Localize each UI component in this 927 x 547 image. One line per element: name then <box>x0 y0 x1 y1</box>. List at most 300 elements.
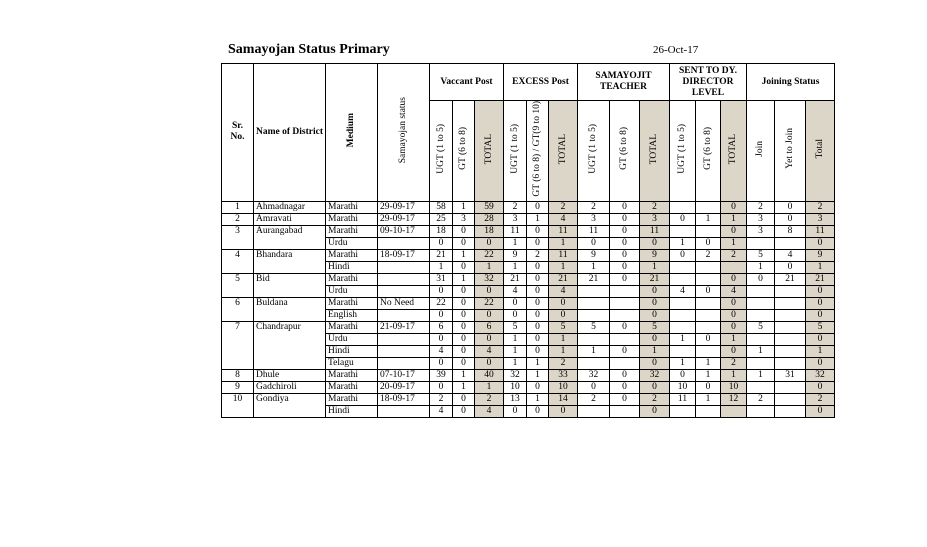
value-cell <box>696 345 721 357</box>
value-cell: 0 <box>610 321 640 333</box>
medium-cell: Marathi <box>326 381 378 393</box>
value-cell: 31 <box>775 369 806 381</box>
total-cell: 0 <box>721 273 747 285</box>
value-cell: 0 <box>610 381 640 393</box>
value-cell <box>747 333 775 345</box>
value-cell: 0 <box>453 357 475 369</box>
sr-no-cell: 9 <box>222 381 254 393</box>
value-cell <box>747 297 775 309</box>
value-cell: 0 <box>527 225 549 237</box>
value-cell: 0 <box>527 309 549 321</box>
status-cell <box>378 345 430 357</box>
total-cell: 0 <box>806 333 835 345</box>
value-cell: 1 <box>504 345 527 357</box>
total-cell: 2 <box>721 249 747 261</box>
value-cell <box>670 261 696 273</box>
medium-cell: Marathi <box>326 273 378 285</box>
district-name-cell: Amravati <box>254 213 326 225</box>
status-cell: 29-09-17 <box>378 201 430 213</box>
value-cell: 5 <box>747 249 775 261</box>
value-cell: 11 <box>578 225 610 237</box>
value-cell: 0 <box>610 273 640 285</box>
total-cell: 9 <box>806 249 835 261</box>
value-cell: 1 <box>747 369 775 381</box>
total-cell: 1 <box>549 261 578 273</box>
value-cell: 25 <box>430 213 453 225</box>
value-cell: 0 <box>453 333 475 345</box>
total-cell: 0 <box>806 357 835 369</box>
value-cell: 0 <box>610 261 640 273</box>
value-cell <box>775 381 806 393</box>
total-cell: 21 <box>640 273 670 285</box>
value-cell <box>696 405 721 417</box>
value-cell: 0 <box>670 213 696 225</box>
value-cell <box>775 297 806 309</box>
sr-no-cell: 10 <box>222 393 254 417</box>
total-cell: 0 <box>640 381 670 393</box>
medium-cell: Marathi <box>326 201 378 213</box>
table-row <box>222 201 835 213</box>
value-cell: 4 <box>775 249 806 261</box>
value-cell: 3 <box>453 213 475 225</box>
total-cell: 32 <box>475 273 504 285</box>
value-cell: 13 <box>504 393 527 405</box>
subheader-yet-to-join: Yet to Join <box>775 101 806 202</box>
district-name-cell: Aurangabad <box>254 225 326 249</box>
table-row <box>222 225 835 237</box>
value-cell: 1 <box>504 261 527 273</box>
value-cell: 2 <box>696 249 721 261</box>
samayojan-table <box>221 63 835 418</box>
total-cell: 2 <box>640 393 670 405</box>
report-title: Samayojan Status Primary <box>228 42 390 57</box>
value-cell: 0 <box>527 321 549 333</box>
district-name-cell: Gondiya <box>254 393 326 417</box>
status-cell <box>378 405 430 417</box>
status-cell: 09-10-17 <box>378 225 430 237</box>
value-cell: 0 <box>527 261 549 273</box>
value-cell <box>696 273 721 285</box>
total-cell: 0 <box>721 345 747 357</box>
medium-cell: English <box>326 309 378 321</box>
status-cell <box>378 285 430 297</box>
subheader-total: TOTAL <box>721 101 747 202</box>
value-cell: 0 <box>430 333 453 345</box>
value-cell <box>696 261 721 273</box>
value-cell: 1 <box>453 369 475 381</box>
sr-no-cell: 7 <box>222 321 254 369</box>
status-cell <box>378 261 430 273</box>
value-cell: 0 <box>527 333 549 345</box>
medium-cell: Marathi <box>326 297 378 309</box>
value-cell: 2 <box>747 201 775 213</box>
value-cell: 0 <box>527 405 549 417</box>
value-cell: 0 <box>610 213 640 225</box>
medium-cell: Marathi <box>326 249 378 261</box>
subheader-gt: GT (6 to 8) <box>453 101 475 202</box>
value-cell: 1 <box>670 357 696 369</box>
value-cell <box>578 285 610 297</box>
value-cell: 1 <box>696 369 721 381</box>
value-cell: 0 <box>527 297 549 309</box>
total-cell: 9 <box>640 249 670 261</box>
value-cell: 21 <box>775 273 806 285</box>
table-row <box>222 393 835 405</box>
total-cell: 0 <box>721 297 747 309</box>
value-cell: 11 <box>670 393 696 405</box>
value-cell: 1 <box>578 261 610 273</box>
total-cell: 11 <box>640 225 670 237</box>
value-cell <box>610 333 640 345</box>
value-cell: 2 <box>747 393 775 405</box>
value-cell: 4 <box>504 285 527 297</box>
value-cell: 1 <box>527 369 549 381</box>
value-cell: 1 <box>430 261 453 273</box>
table-row <box>222 369 835 381</box>
value-cell: 1 <box>504 333 527 345</box>
total-cell: 10 <box>721 381 747 393</box>
value-cell <box>610 405 640 417</box>
total-cell: 0 <box>640 297 670 309</box>
total-cell: 22 <box>475 249 504 261</box>
total-cell: 4 <box>475 405 504 417</box>
value-cell: 1 <box>527 213 549 225</box>
value-cell: 0 <box>430 237 453 249</box>
total-cell: 21 <box>549 273 578 285</box>
total-cell: 5 <box>549 321 578 333</box>
total-cell: 0 <box>640 237 670 249</box>
total-cell: 1 <box>806 261 835 273</box>
value-cell: 6 <box>430 321 453 333</box>
value-cell: 0 <box>453 225 475 237</box>
value-cell: 5 <box>747 321 775 333</box>
sr-no-cell: 1 <box>222 201 254 213</box>
total-cell: 10 <box>549 381 578 393</box>
value-cell: 32 <box>578 369 610 381</box>
total-cell: 0 <box>549 309 578 321</box>
table-row <box>222 213 835 225</box>
value-cell <box>747 405 775 417</box>
value-cell: 2 <box>504 201 527 213</box>
total-cell: 1 <box>721 333 747 345</box>
subheader-gt: GT (6 to 8) / GT(9 to 10) <box>527 101 549 202</box>
total-cell: 4 <box>549 213 578 225</box>
total-cell <box>721 405 747 417</box>
total-cell: 3 <box>640 213 670 225</box>
value-cell: 1 <box>696 393 721 405</box>
header-status: Samayojan status <box>378 64 430 202</box>
total-cell: 1 <box>640 345 670 357</box>
value-cell <box>775 405 806 417</box>
value-cell: 1 <box>747 261 775 273</box>
total-cell: 0 <box>806 297 835 309</box>
value-cell <box>696 309 721 321</box>
value-cell: 0 <box>430 285 453 297</box>
value-cell: 11 <box>504 225 527 237</box>
value-cell: 2 <box>527 249 549 261</box>
medium-cell: Marathi <box>326 213 378 225</box>
total-cell: 0 <box>806 309 835 321</box>
value-cell: 0 <box>578 237 610 249</box>
value-cell: 0 <box>696 333 721 345</box>
value-cell: 1 <box>504 357 527 369</box>
value-cell <box>670 405 696 417</box>
medium-cell: Urdu <box>326 237 378 249</box>
value-cell: 0 <box>610 225 640 237</box>
header-sent-to-director: SENT TO DY. DIRECTOR LEVEL <box>670 64 747 101</box>
total-cell: 0 <box>475 285 504 297</box>
status-cell: 20-09-17 <box>378 381 430 393</box>
value-cell: 0 <box>453 297 475 309</box>
total-cell: 11 <box>549 225 578 237</box>
value-cell: 1 <box>527 393 549 405</box>
total-cell: 0 <box>806 285 835 297</box>
value-cell: 0 <box>696 285 721 297</box>
total-cell: 40 <box>475 369 504 381</box>
sr-no-cell: 8 <box>222 369 254 381</box>
value-cell: 0 <box>610 237 640 249</box>
value-cell: 0 <box>527 237 549 249</box>
subheader-ugt: UGT (1 to 5) <box>430 101 453 202</box>
value-cell: 58 <box>430 201 453 213</box>
value-cell <box>610 285 640 297</box>
medium-cell: Marathi <box>326 369 378 381</box>
value-cell: 1 <box>670 237 696 249</box>
total-cell: 0 <box>806 237 835 249</box>
value-cell: 0 <box>775 261 806 273</box>
value-cell: 0 <box>578 381 610 393</box>
status-cell: 18-09-17 <box>378 393 430 405</box>
total-cell: 4 <box>549 285 578 297</box>
report-date: 26-Oct-17 <box>653 44 699 56</box>
value-cell: 1 <box>747 345 775 357</box>
total-cell: 5 <box>640 321 670 333</box>
total-cell: 2 <box>549 357 578 369</box>
total-cell: 2 <box>640 201 670 213</box>
value-cell <box>610 309 640 321</box>
medium-cell: Marathi <box>326 321 378 333</box>
value-cell: 3 <box>747 213 775 225</box>
sr-no-cell: 4 <box>222 249 254 273</box>
medium-cell: Hindi <box>326 405 378 417</box>
value-cell: 0 <box>610 369 640 381</box>
value-cell <box>747 381 775 393</box>
value-cell: 0 <box>696 381 721 393</box>
value-cell: 3 <box>504 213 527 225</box>
value-cell: 0 <box>527 273 549 285</box>
value-cell: 3 <box>747 225 775 237</box>
value-cell: 18 <box>430 225 453 237</box>
total-cell: 0 <box>721 225 747 237</box>
total-cell: 28 <box>475 213 504 225</box>
value-cell: 0 <box>430 309 453 321</box>
value-cell <box>696 225 721 237</box>
total-cell: 1 <box>475 381 504 393</box>
total-cell: 5 <box>806 321 835 333</box>
header-district: Name of District <box>254 64 326 202</box>
value-cell: 0 <box>775 201 806 213</box>
value-cell: 1 <box>578 345 610 357</box>
value-cell: 0 <box>504 297 527 309</box>
table-row <box>222 381 835 393</box>
total-cell: 0 <box>475 333 504 345</box>
table-row <box>222 297 835 309</box>
subheader-total: TOTAL <box>475 101 504 202</box>
total-cell: 0 <box>721 309 747 321</box>
value-cell <box>578 405 610 417</box>
status-cell <box>378 273 430 285</box>
value-cell: 0 <box>430 357 453 369</box>
total-cell: 4 <box>721 285 747 297</box>
status-cell: 29-09-17 <box>378 213 430 225</box>
value-cell: 0 <box>747 273 775 285</box>
total-cell: 1 <box>640 261 670 273</box>
value-cell <box>670 309 696 321</box>
district-name-cell: Ahmadnagar <box>254 201 326 213</box>
value-cell: 0 <box>453 309 475 321</box>
total-cell: 3 <box>806 213 835 225</box>
header-sr: Sr. No. <box>222 64 254 202</box>
status-cell <box>378 357 430 369</box>
subheader-gt: GT (6 to 8) <box>610 101 640 202</box>
value-cell <box>747 285 775 297</box>
total-cell: 11 <box>806 225 835 237</box>
value-cell <box>610 357 640 369</box>
district-name-cell: Chandrapur <box>254 321 326 369</box>
value-cell: 0 <box>775 213 806 225</box>
total-cell: 0 <box>640 333 670 345</box>
sr-no-cell: 6 <box>222 297 254 321</box>
value-cell: 0 <box>453 393 475 405</box>
total-cell: 2 <box>806 393 835 405</box>
district-name-cell: Bid <box>254 273 326 297</box>
value-cell: 21 <box>578 273 610 285</box>
value-cell <box>610 297 640 309</box>
value-cell: 0 <box>610 345 640 357</box>
value-cell: 4 <box>430 345 453 357</box>
total-cell: 0 <box>806 405 835 417</box>
total-cell: 21 <box>806 273 835 285</box>
value-cell: 0 <box>610 393 640 405</box>
value-cell <box>670 201 696 213</box>
status-cell: 07-10-17 <box>378 369 430 381</box>
value-cell: 0 <box>610 249 640 261</box>
value-cell <box>775 333 806 345</box>
status-cell: No Need <box>378 297 430 309</box>
value-cell <box>775 345 806 357</box>
subheader-total: Total <box>806 101 835 202</box>
total-cell: 1 <box>475 261 504 273</box>
sr-no-cell: 2 <box>222 213 254 225</box>
value-cell: 1 <box>696 213 721 225</box>
total-cell <box>721 261 747 273</box>
sr-no-cell: 3 <box>222 225 254 249</box>
value-cell: 10 <box>504 381 527 393</box>
value-cell: 1 <box>453 249 475 261</box>
value-cell: 2 <box>430 393 453 405</box>
value-cell <box>670 321 696 333</box>
medium-cell: Marathi <box>326 225 378 237</box>
value-cell <box>775 237 806 249</box>
value-cell: 0 <box>453 237 475 249</box>
value-cell: 0 <box>504 405 527 417</box>
value-cell <box>578 357 610 369</box>
header-joining-status: Joining Status <box>747 64 835 101</box>
status-cell <box>378 309 430 321</box>
value-cell <box>578 309 610 321</box>
value-cell: 0 <box>453 285 475 297</box>
total-cell: 33 <box>549 369 578 381</box>
value-cell: 2 <box>578 201 610 213</box>
status-cell: 21-09-17 <box>378 321 430 333</box>
total-cell: 1 <box>549 345 578 357</box>
value-cell <box>747 309 775 321</box>
total-cell: 4 <box>475 345 504 357</box>
total-cell: 2 <box>549 201 578 213</box>
value-cell <box>670 297 696 309</box>
value-cell: 3 <box>578 213 610 225</box>
table-row <box>222 273 835 285</box>
total-cell: 32 <box>640 369 670 381</box>
total-cell: 2 <box>721 357 747 369</box>
total-cell: 0 <box>640 357 670 369</box>
total-cell: 12 <box>721 393 747 405</box>
total-cell: 0 <box>640 285 670 297</box>
value-cell: 0 <box>430 381 453 393</box>
value-cell <box>775 309 806 321</box>
value-cell <box>747 357 775 369</box>
value-cell <box>696 321 721 333</box>
total-cell: 2 <box>806 201 835 213</box>
value-cell <box>775 357 806 369</box>
value-cell <box>670 273 696 285</box>
value-cell: 0 <box>453 345 475 357</box>
value-cell: 0 <box>670 249 696 261</box>
value-cell <box>670 345 696 357</box>
value-cell: 9 <box>578 249 610 261</box>
district-name-cell: Bhandara <box>254 249 326 273</box>
total-cell: 0 <box>549 297 578 309</box>
total-cell: 0 <box>475 357 504 369</box>
value-cell: 4 <box>670 285 696 297</box>
total-cell: 0 <box>475 309 504 321</box>
district-name-cell: Buldana <box>254 297 326 321</box>
header-medium: Medium <box>326 64 378 202</box>
total-cell: 0 <box>806 381 835 393</box>
value-cell: 0 <box>504 309 527 321</box>
value-cell: 10 <box>670 381 696 393</box>
value-cell: 0 <box>527 345 549 357</box>
value-cell: 5 <box>578 321 610 333</box>
value-cell <box>775 285 806 297</box>
district-name-cell: Gadchiroli <box>254 381 326 393</box>
value-cell: 1 <box>527 357 549 369</box>
value-cell: 1 <box>453 273 475 285</box>
medium-cell: Telagu <box>326 357 378 369</box>
total-cell: 32 <box>806 369 835 381</box>
header-excess-post: EXCESS Post <box>504 64 578 101</box>
value-cell: 0 <box>453 261 475 273</box>
status-cell <box>378 237 430 249</box>
total-cell: 11 <box>549 249 578 261</box>
value-cell: 0 <box>527 285 549 297</box>
value-cell: 1 <box>696 357 721 369</box>
table-row <box>222 321 835 333</box>
total-cell: 1 <box>721 213 747 225</box>
table-row <box>222 249 835 261</box>
total-cell: 0 <box>721 201 747 213</box>
subheader-ugt: UGT (1 to 5) <box>670 101 696 202</box>
